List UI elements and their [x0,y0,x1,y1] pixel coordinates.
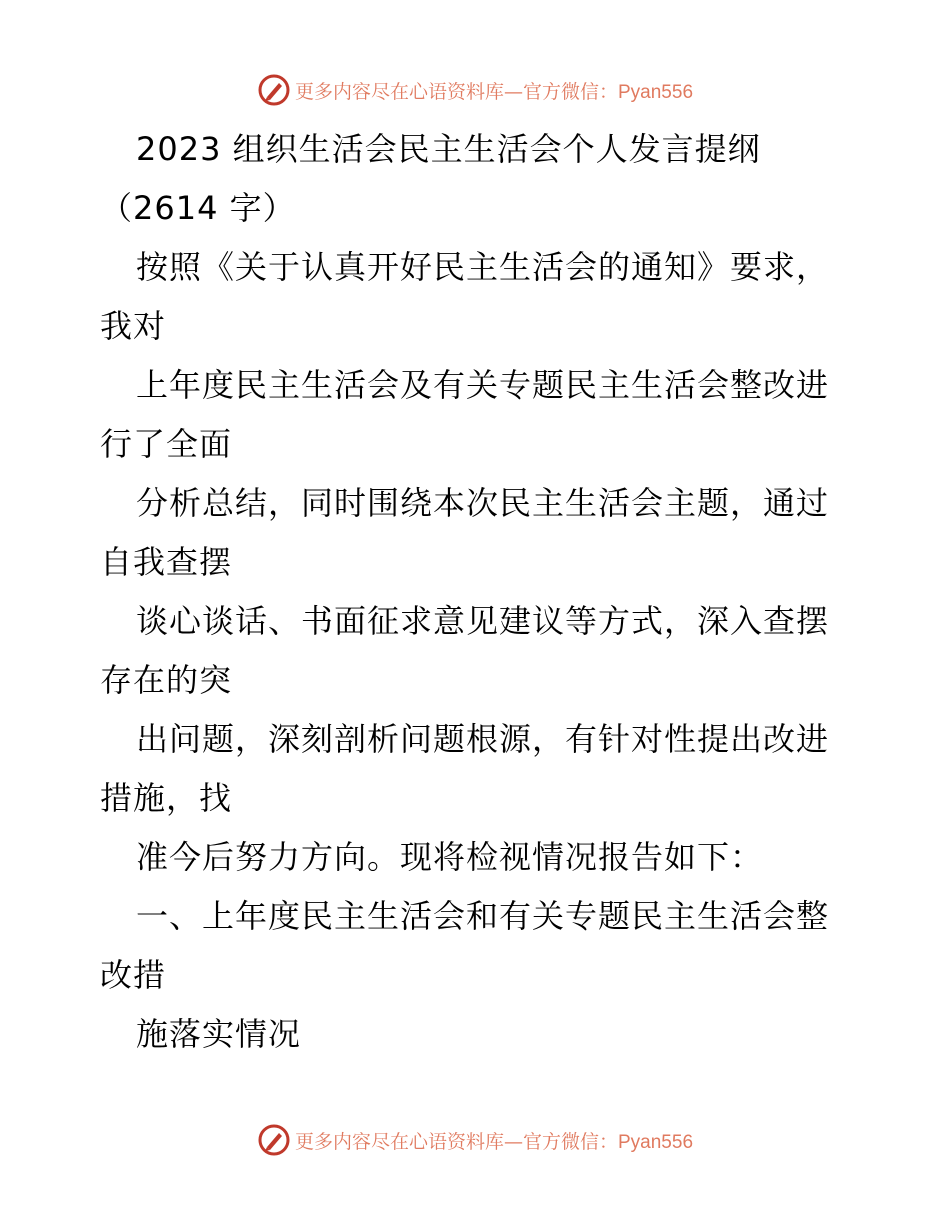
doc-line: 上年度民主生活会及有关专题民主生活会整改进 [136,366,830,404]
pen-logo-icon [257,1123,291,1157]
doc-line: 出问题，深刻剖析问题根源，有针对性提出改进 [136,720,830,758]
doc-line: 行了全面 [100,425,233,463]
doc-line: 改措 [100,956,167,994]
doc-line: 按照《关于认真开好民主生活会的通知》要求， [136,248,830,286]
footer-banner-text: 更多内容尽在心语资料库—官方微信：Pyan556 [294,1130,694,1153]
header-banner-handle: Pyan556 [618,81,694,103]
doc-line: （2614 字） [100,189,296,227]
header-banner-text: 更多内容尽在心语资料库—官方微信：Pyan556 [294,80,694,103]
doc-line: 准今后努力方向。现将检视情况报告如下： [136,838,764,876]
doc-line: 自我查摆 [100,543,233,581]
doc-line: 分析总结，同时围绕本次民主生活会主题，通过 [136,484,830,522]
doc-line: 一、上年度民主生活会和有关专题民主生活会整 [136,897,830,935]
doc-line: 2023 组织生活会民主生活会个人发言提纲 [136,130,761,168]
footer-banner [0,1122,950,1158]
doc-line: 我对 [100,307,167,345]
doc-line: 措施，找 [100,779,233,817]
footer-banner-handle: Pyan556 [618,1131,694,1153]
doc-line: 存在的突 [100,661,233,699]
doc-line: 谈心谈话、书面征求意见建议等方式，深入查摆 [136,602,830,640]
pen-logo-icon [257,73,291,107]
document-body [100,120,860,1064]
header-banner [0,72,950,108]
doc-line: 施落实情况 [136,1015,302,1053]
